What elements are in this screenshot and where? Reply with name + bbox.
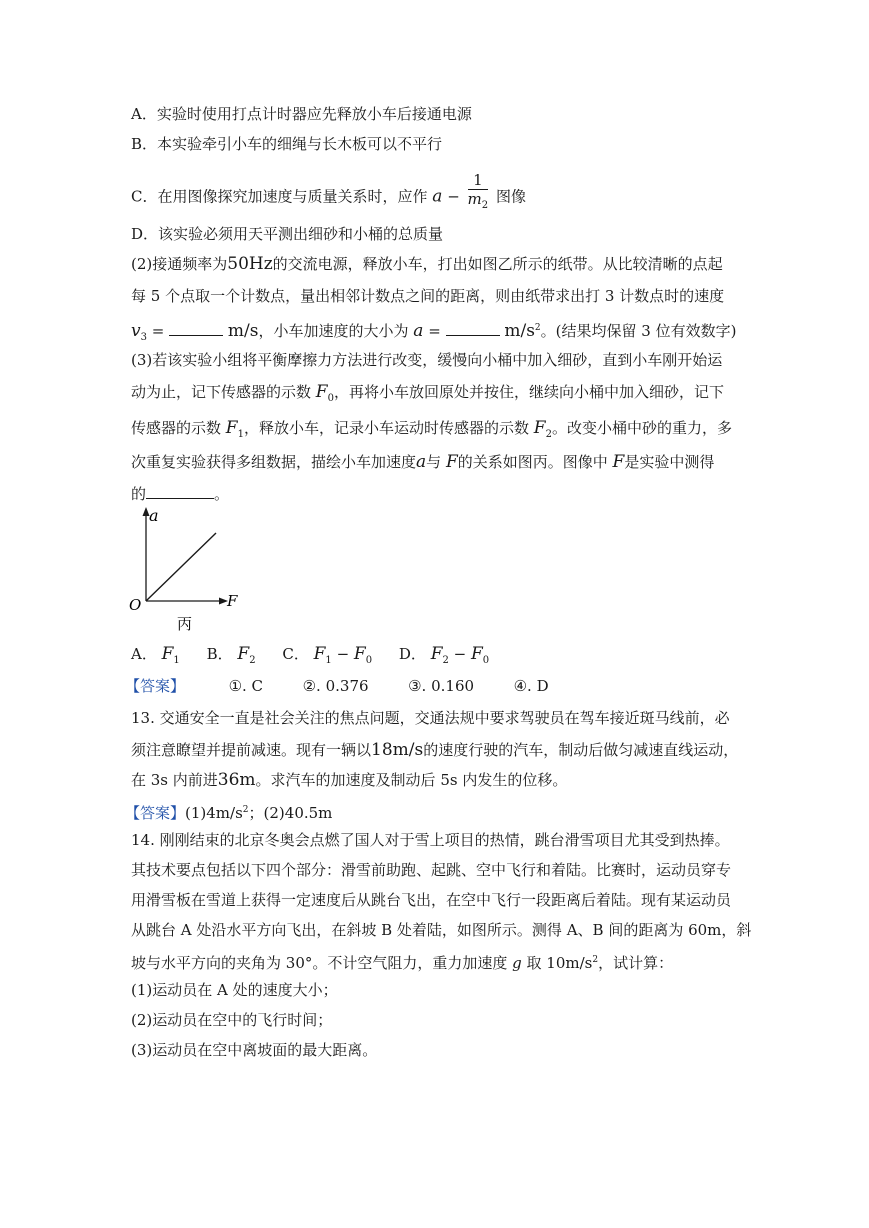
data-line — [146, 533, 216, 601]
choice-label: D． — [398, 645, 426, 663]
text: 的交流电源，释放小车，打出如图乙所示的纸带。从比较清晰的点起 — [272, 255, 723, 273]
choice-c[interactable] — [282, 644, 372, 671]
text: 与 — [426, 453, 442, 471]
q14-line4: 从跳台 A 处沿水平方向飞出，在斜坡 B 处着陆，如图所示。测得 A、B 间的距离为 60m，斜 — [131, 921, 752, 939]
force-sub: 2 — [249, 655, 256, 666]
text: 。改变小桶中砂的重力，多 — [551, 419, 732, 437]
force-sub: 0 — [327, 393, 334, 404]
q12-option-c — [131, 171, 526, 219]
frequency-value: 50Hz — [227, 254, 273, 274]
text: ，释放小车，记录小车运动时传感器的示数 — [243, 419, 529, 437]
force-var: F — [315, 382, 328, 402]
velocity-var: v — [131, 321, 141, 341]
answer-item: ③. 0.160 — [408, 677, 475, 695]
unit-sup: 2 — [592, 955, 599, 965]
force-sub: 1 — [325, 655, 332, 666]
equals-sign: = — [151, 322, 165, 340]
text: 的 — [131, 485, 147, 503]
q12-option-b: B．本实验牵引小车的细绳与长木板可以不平行 — [131, 135, 443, 153]
distance-value: 36m — [217, 770, 256, 790]
velocity-answer-blank[interactable] — [169, 321, 223, 336]
text: ，小车加速度的大小为 — [258, 322, 409, 340]
force-sub: 0 — [482, 655, 490, 666]
q14-sub2: (2)运动员在空中的飞行时间； — [131, 1011, 333, 1029]
force-var: F — [225, 418, 238, 438]
q14-line5 — [131, 950, 673, 973]
answer-text: (1)4m/s — [185, 804, 243, 822]
q12-part2-line3 — [131, 318, 736, 348]
answer-tag: 【答案】 — [125, 677, 186, 695]
q12-part3-line5 — [131, 484, 229, 504]
text: 在 3s 内前进 — [131, 771, 218, 789]
denominator-sub: 2 — [481, 200, 489, 211]
q12-option-a: A．实验时使用打点计时器应先释放小车后接通电源 — [131, 105, 472, 123]
force-sub: 1 — [173, 655, 180, 666]
q13-line2 — [131, 740, 738, 760]
text: (2)接通频率为 — [131, 255, 228, 273]
origin-label: O — [129, 596, 142, 614]
q12-part3-line4 — [131, 452, 714, 472]
force-var: F — [430, 644, 443, 664]
unit-sup: 2 — [242, 805, 249, 815]
gravity-var: g — [512, 954, 522, 972]
minus-sign: − — [453, 645, 467, 663]
q12-part2-line1 — [131, 254, 723, 274]
q12-option-c-var: a — [432, 186, 443, 207]
acceleration-var: a — [416, 452, 427, 472]
q14-sub3: (3)运动员在空中离坡面的最大距离。 — [131, 1041, 378, 1059]
force-sub: 0 — [365, 655, 373, 666]
answer-tag: 【答案】 — [125, 804, 186, 822]
measured-quantity-blank[interactable] — [146, 484, 214, 499]
answer-item: ④. D — [513, 677, 549, 695]
q12-option-c-fraction — [468, 172, 489, 215]
force-var: F — [353, 644, 366, 664]
fraction-denominator — [468, 190, 489, 215]
text: 。(结果均保留 3 位有效数字) — [540, 322, 737, 340]
denominator-var: m — [467, 190, 482, 208]
q12-part2-line2: 每 5 个点取一个计数点，量出相邻计数点之间的距离，则由纸带求出打 3 计数点时的速度 — [131, 287, 725, 305]
graph-caption: 丙 — [177, 615, 193, 633]
q12-option-c-suffix: 图像 — [495, 187, 526, 206]
q14-sub1: (1)运动员在 A 处的速度大小； — [131, 981, 338, 999]
answer-item: ②. 0.376 — [302, 677, 369, 695]
force-var: F — [445, 452, 458, 472]
speed-value: 18m/s — [371, 740, 424, 760]
answer-text: ；(2)40.5m — [248, 804, 333, 822]
acceleration-answer-blank[interactable] — [446, 321, 500, 336]
force-var: F — [612, 452, 625, 472]
choice-label: A． — [131, 645, 157, 663]
q14-line2: 其技术要点包括以下四个部分：滑雪前助跑、起跳、空中飞行和着陆。比赛时，运动员穿专 — [131, 861, 732, 879]
a-vs-F-graph — [126, 505, 246, 635]
text: 取 10m/s — [526, 954, 593, 972]
acceleration-var: a — [413, 321, 424, 341]
q12-answer — [125, 676, 549, 696]
equals-sign: = — [428, 322, 441, 340]
text: 须注意瞭望并提前减速。现有一辆以 — [131, 741, 372, 759]
force-var: F — [237, 644, 250, 664]
text: 坡与水平方向的夹角为 30°。不计空气阻力，重力加速度 — [131, 954, 508, 972]
q13-line1: 13. 交通安全一直是社会关注的焦点问题，交通法规中要求驾驶员在驾车接近斑马线前，必 — [131, 709, 730, 727]
text: ，再将小车放回原处并按住，继续向小桶中加入细砂，记下 — [333, 383, 724, 401]
force-sub: 2 — [442, 655, 449, 666]
text: 。求汽车的加速度及制动后 5s 内发生的位移。 — [255, 771, 568, 789]
q14-line1: 14. 刚刚结束的北京冬奥会点燃了国人对于雪上项目的热情，跳台滑雪项目尤其受到热捧。 — [131, 831, 730, 849]
minus-sign: − — [336, 645, 350, 663]
q13-line3 — [131, 770, 567, 790]
q12-part3-line1: (3)若该实验小组将平衡摩擦力方法进行改变，缓慢向小桶中加入细砂，直到小车刚开始运 — [131, 351, 723, 369]
text: 次重复实验获得多组数据，描绘小车加速度 — [131, 453, 417, 471]
force-var: F — [471, 644, 483, 664]
q12-part3-line2 — [131, 382, 724, 409]
q12-option-c-dash: − — [447, 187, 460, 206]
choice-b[interactable] — [207, 644, 256, 671]
text: 动为止，记下传感器的示数 — [131, 383, 312, 401]
q13-answer — [125, 800, 332, 823]
text: 的关系如图丙。图像中 — [457, 453, 608, 471]
acceleration-unit: m/s — [504, 321, 535, 341]
choice-a[interactable] — [131, 644, 180, 671]
velocity-unit: m/s — [227, 321, 259, 341]
text: 。 — [214, 485, 230, 503]
force-var: F — [313, 644, 326, 664]
choice-d[interactable] — [399, 644, 489, 671]
velocity-sub: 3 — [140, 332, 147, 343]
fraction-numerator: 1 — [468, 172, 489, 190]
text: ，试计算： — [598, 954, 674, 972]
text: 是实验中测得 — [624, 453, 715, 471]
force-sub: 1 — [237, 429, 244, 440]
q12-part3-choices — [131, 644, 511, 671]
text: 传感器的示数 — [131, 419, 222, 437]
q12-option-c-text: C．在用图像探究加速度与质量关系时，应作 — [131, 187, 428, 206]
force-sub: 2 — [545, 429, 552, 440]
q12-part3-line3 — [131, 418, 732, 445]
choice-label: B． — [206, 645, 233, 663]
answer-item: ①. C — [228, 677, 264, 695]
x-axis-label: F — [227, 592, 238, 610]
y-axis-label: a — [149, 506, 159, 525]
unit-sup: 2 — [534, 323, 541, 333]
text: 的速度行驶的汽车，制动后做匀减速直线运动， — [423, 741, 739, 759]
choice-label: C． — [282, 645, 309, 663]
force-var: F — [161, 644, 174, 664]
q12-option-d: D．该实验必须用天平测出细砂和小桶的总质量 — [131, 225, 444, 243]
force-var: F — [533, 418, 546, 438]
q14-line3: 用滑雪板在雪道上获得一定速度后从跳台飞出，在空中飞行一段距离后着陆。现有某运动员 — [131, 891, 732, 909]
